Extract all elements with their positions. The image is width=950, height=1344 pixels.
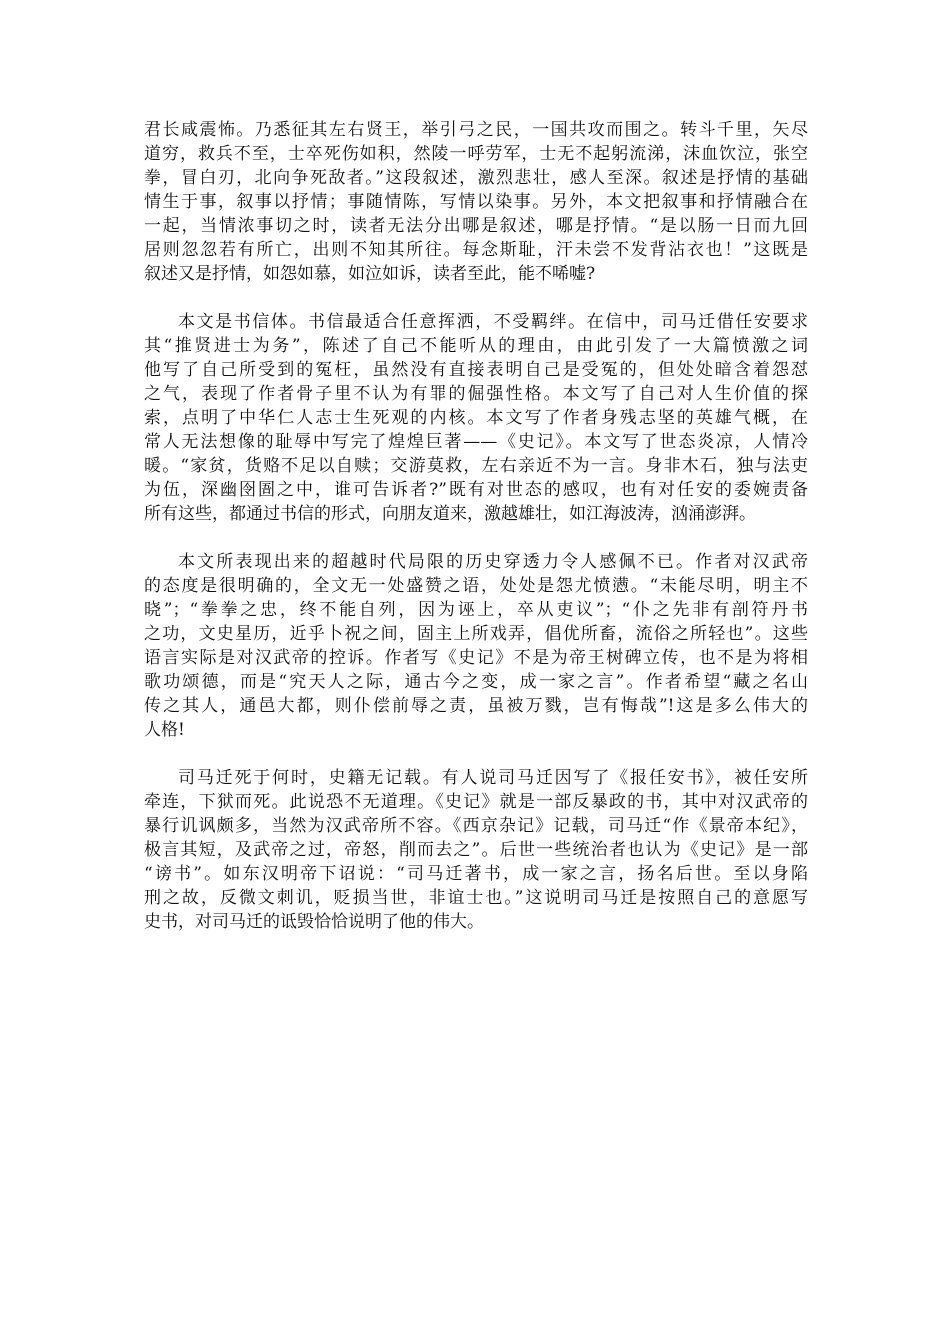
text-line: 叙述又是抒情，如怨如慕，如泣如诉，读者至此，能不唏嘘? xyxy=(144,264,596,284)
text-line: 所有这些，都通过书信的形式，向朋友道来，激越雄壮，如江海波涛，汹涌澎湃。 xyxy=(144,504,756,524)
text-line: 之功，文史星历，近乎卜祝之间，固主上所戏弄，倡优所畜，流俗之所轻也”。这些 xyxy=(144,624,808,644)
text-line: 居则忽忽若有所亡，出则不知其所往。每念斯耻，汗未尝不发背沾衣也！”这既是 xyxy=(144,240,808,260)
text-line: 索，点明了中华仁人志士生死观的内核。本文写了作者身残志坚的英雄气概，在 xyxy=(144,408,808,428)
text-line: 君长咸震怖。乃悉征其左右贤王，举引弓之民，一国共攻而围之。转斗千里，矢尽 xyxy=(144,120,808,140)
text-line: 他写了自己所受到的冤枉，虽然没有直接表明自己是受冤的，但处处暗含着怨怼 xyxy=(144,360,808,380)
text-line: 暖。“家贫，货赂不足以自赎；交游莫救，左右亲近不为一言。身非木石，独与法吏 xyxy=(144,456,808,476)
text-line: 司马迁死于何时，史籍无记载。有人说司马迁因写了《报任安书》，被任安所 xyxy=(178,768,808,788)
text-line: 一起，当情浓事切之时，读者无法分出哪是叙述，哪是抒情。“是以肠一日而九回 xyxy=(144,216,808,236)
text-line: 传之其人，通邑大都，则仆偿前辱之责，虽被万戮，岂有悔哉”!这是多么伟大的 xyxy=(144,696,808,716)
text-line: 常人无法想像的耻辱中写完了煌煌巨著——《史记》。本文写了世态炎凉，人情冷 xyxy=(144,432,808,452)
text-line: 为伍，深幽囹圄之中，谁可告诉者?”既有对世态的感叹，也有对任安的委婉责备 xyxy=(144,480,808,500)
text-line: 本文是书信体。书信最适合任意挥洒，不受羁绊。在信中，司马迁借任安要求 xyxy=(178,312,808,332)
text-line: 语言实际是对汉武帝的控诉。作者写《史记》不是为帝王树碑立传，也不是为将相 xyxy=(144,648,808,668)
text-line: 其“推贤进士为务”，陈述了自己不能听从的理由，由此引发了一大篇愤激之词 xyxy=(144,336,808,356)
text-line: 歌功颂德，而是“究天人之际，通古今之变，成一家之言”。作者希望“藏之名山 xyxy=(144,672,808,692)
document-body xyxy=(144,118,808,958)
text-line: 牵连，下狱而死。此说恐不无道理。《史记》就是一部反暴政的书，其中对汉武帝的 xyxy=(144,792,808,812)
text-line: 极言其短，及武帝之过，帝怒，削而去之”。后世一些统治者也认为《史记》是一部 xyxy=(144,840,808,860)
text-line: 暴行讥讽颇多，当然为汉武帝所不容。《西京杂记》记载，司马迁“作《景帝本纪》， xyxy=(144,816,808,836)
text-line: “谤书”。如东汉明帝下诏说：“司马迁著书，成一家之言，扬名后世。至以身陷 xyxy=(144,864,808,884)
text-line: 道穷，救兵不至，士卒死伤如积，然陵一呼劳军，士无不起躬流涕，沫血饮泣，张空 xyxy=(144,144,808,164)
text-line: 拳，冒白刃，北向争死敌者。”这段叙述，激烈悲壮，感人至深。叙述是抒情的基础 xyxy=(144,168,808,188)
text-line: 人格! xyxy=(144,720,185,740)
paragraph-4 xyxy=(144,766,808,934)
text-line: 之气，表现了作者骨子里不认为有罪的倔强性格。本文写了自己对人生价值的探 xyxy=(144,384,808,404)
text-line: 情生于事，叙事以抒情；事随情陈，写情以染事。另外，本文把叙事和抒情融合在 xyxy=(144,192,808,212)
paragraph-1 xyxy=(144,118,808,286)
text-line: 的态度是很明确的，全文无一处盛赞之语，处处是怨尤愤懑。“未能尽明，明主不 xyxy=(144,576,808,596)
text-line: 史书，对司马迁的诋毁恰恰说明了他的伟大。 xyxy=(144,912,484,932)
paragraph-3 xyxy=(144,550,808,742)
text-line: 刑之故，反微文刺讥，贬损当世，非谊士也。”这说明司马迁是按照自己的意愿写 xyxy=(144,888,808,908)
paragraph-2 xyxy=(144,310,808,526)
text-line: 本文所表现出来的超越时代局限的历史穿透力令人感佩不已。作者对汉武帝 xyxy=(178,552,808,572)
text-line: 晓”；“拳拳之忠，终不能自列，因为诬上，卒从吏议”；“仆之先非有剖符丹书 xyxy=(144,600,808,620)
